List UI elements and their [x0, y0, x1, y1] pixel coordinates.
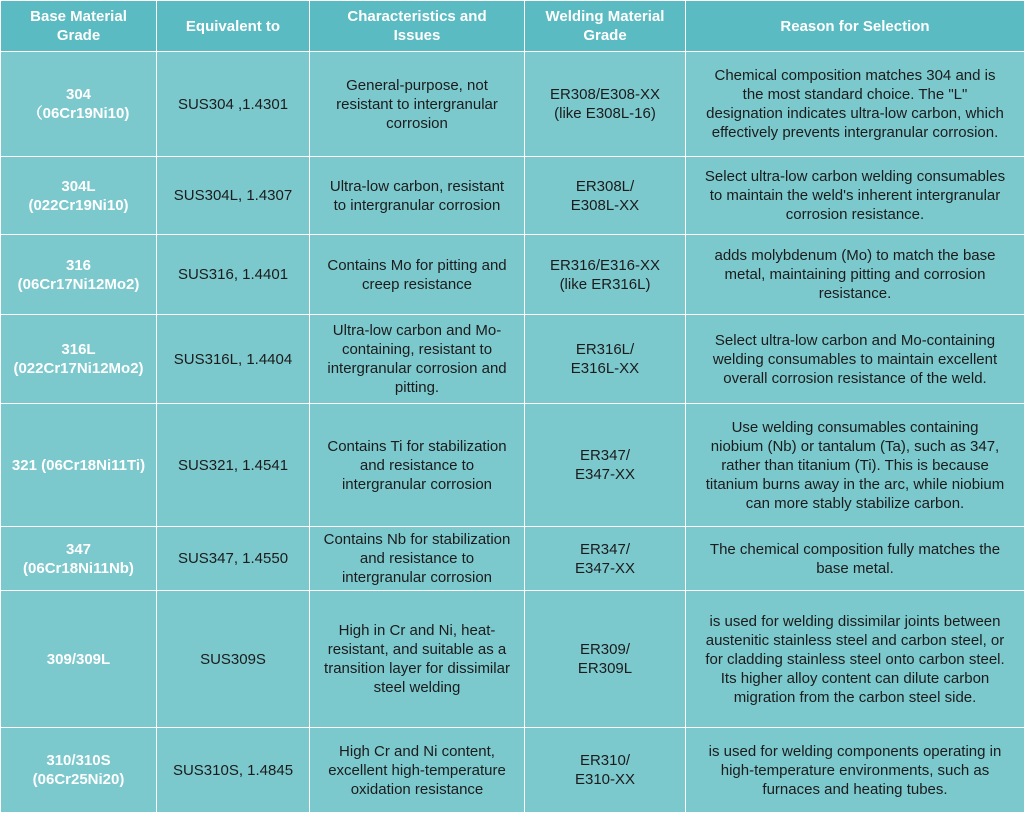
cell-text-line: ER347/	[532, 446, 678, 465]
cell-text-line: Issues	[317, 26, 517, 45]
welding-material-cell	[525, 315, 686, 404]
characteristics-cell	[310, 728, 525, 813]
cell-text-line: Reason for Selection	[693, 17, 1017, 36]
cell-text-line: corrosion resistance.	[693, 205, 1017, 224]
cell-text-line: rather than titanium (Ti). This is because	[693, 456, 1017, 475]
cell-text-line: overall corrosion resistance of the weld.	[693, 369, 1017, 388]
cell-text-line: Equivalent to	[164, 17, 302, 36]
header-equivalent-to	[157, 1, 310, 52]
cell-text-line: transition layer for dissimilar	[317, 659, 517, 678]
cell-text-line: niobium (Nb) or tantalum (Ta), such as 347,	[693, 437, 1017, 456]
characteristics-cell	[310, 52, 525, 157]
cell-text-line: (like E308L-16)	[532, 104, 678, 123]
cell-text-line: ER309/	[532, 640, 678, 659]
cell-text-line: ER309L	[532, 659, 678, 678]
table-body	[1, 52, 1024, 813]
base-grade-cell	[1, 404, 157, 527]
cell-text-line: steel welding	[317, 678, 517, 697]
table-row	[1, 315, 1024, 404]
welding-material-cell	[525, 591, 686, 728]
cell-text-line: Its higher alloy content can dilute carbon	[693, 669, 1017, 688]
cell-text-line: High in Cr and Ni, heat-	[317, 621, 517, 640]
cell-text-line: resistance.	[693, 284, 1017, 303]
cell-text-line: Grade	[8, 26, 149, 45]
cell-text-line: Contains Nb for stabilization	[317, 530, 517, 549]
reason-cell	[686, 527, 1024, 591]
cell-text-line: 310/310S	[8, 751, 149, 770]
cell-text-line: Contains Mo for pitting and	[317, 256, 517, 275]
cell-text-line: 347	[8, 540, 149, 559]
cell-text-line: metal, maintaining pitting and corrosion	[693, 265, 1017, 284]
base-grade-cell	[1, 235, 157, 315]
cell-text-line: can more stably stabilize carbon.	[693, 494, 1017, 513]
cell-text-line: (022Cr17Ni12Mo2)	[8, 359, 149, 378]
cell-text-line: Contains Ti for stabilization	[317, 437, 517, 456]
cell-text-line: High Cr and Ni content,	[317, 742, 517, 761]
cell-text-line: creep resistance	[317, 275, 517, 294]
table-row	[1, 404, 1024, 527]
cell-text-line: and resistance to	[317, 549, 517, 568]
cell-text-line: 316	[8, 256, 149, 275]
header-characteristics-and-issues	[310, 1, 525, 52]
cell-text-line: E308L-XX	[532, 196, 678, 215]
cell-text-line: to intergranular corrosion	[317, 196, 517, 215]
cell-text-line: SUS316L, 1.4404	[164, 350, 302, 369]
cell-text-line: is used for welding components operating in	[693, 742, 1017, 761]
cell-text-line: SUS310S, 1.4845	[164, 761, 302, 780]
table-row	[1, 728, 1024, 813]
reason-cell	[686, 591, 1024, 728]
cell-text-line: ER308/E308-XX	[532, 85, 678, 104]
equivalent-cell	[157, 527, 310, 591]
cell-text-line: migration from the carbon steel side.	[693, 688, 1017, 707]
base-grade-cell	[1, 527, 157, 591]
cell-text-line: for cladding stainless steel onto carbon steel.	[693, 650, 1017, 669]
characteristics-cell	[310, 527, 525, 591]
base-grade-cell	[1, 157, 157, 235]
cell-text-line: intergranular corrosion	[317, 475, 517, 494]
cell-text-line: Characteristics and	[317, 7, 517, 26]
cell-text-line: excellent high-temperature	[317, 761, 517, 780]
base-grade-cell	[1, 591, 157, 728]
welding-material-cell	[525, 235, 686, 315]
header-base-material-grade	[1, 1, 157, 52]
reason-cell	[686, 235, 1024, 315]
cell-text-line: SUS347, 1.4550	[164, 549, 302, 568]
table-row	[1, 591, 1024, 728]
cell-text-line: General-purpose, not	[317, 76, 517, 95]
cell-text-line: austenitic stainless steel and carbon steel, or	[693, 631, 1017, 650]
cell-text-line: ER310/	[532, 751, 678, 770]
cell-text-line: and resistance to	[317, 456, 517, 475]
equivalent-cell	[157, 404, 310, 527]
reason-cell	[686, 52, 1024, 157]
equivalent-cell	[157, 157, 310, 235]
reason-cell	[686, 315, 1024, 404]
header-reason-for-selection	[686, 1, 1024, 52]
cell-text-line: Use welding consumables containing	[693, 418, 1017, 437]
header-welding-material-grade	[525, 1, 686, 52]
cell-text-line: intergranular corrosion	[317, 568, 517, 587]
cell-text-line: adds molybdenum (Mo) to match the base	[693, 246, 1017, 265]
cell-text-line: E347-XX	[532, 559, 678, 578]
characteristics-cell	[310, 591, 525, 728]
cell-text-line: (like ER316L)	[532, 275, 678, 294]
table-row	[1, 527, 1024, 591]
cell-text-line: containing, resistant to	[317, 340, 517, 359]
cell-text-line: SUS309S	[164, 650, 302, 669]
table-row	[1, 157, 1024, 235]
characteristics-cell	[310, 315, 525, 404]
welding-material-cell	[525, 728, 686, 813]
cell-text-line: Select ultra-low carbon welding consumables	[693, 167, 1017, 186]
cell-text-line: effectively prevents intergranular corrosion.	[693, 123, 1017, 142]
cell-text-line: (06Cr18Ni11Nb)	[8, 559, 149, 578]
cell-text-line: Base Material	[8, 7, 149, 26]
cell-text-line: the most standard choice. The "L"	[693, 85, 1017, 104]
cell-text-line: base metal.	[693, 559, 1017, 578]
cell-text-line: high-temperature environments, such as	[693, 761, 1017, 780]
reason-cell	[686, 728, 1024, 813]
table-header	[1, 1, 1024, 52]
cell-text-line: 321 (06Cr18Ni11Ti)	[8, 456, 149, 475]
cell-text-line: ER316L/	[532, 340, 678, 359]
characteristics-cell	[310, 404, 525, 527]
cell-text-line: Select ultra-low carbon and Mo-containing	[693, 331, 1017, 350]
cell-text-line: pitting.	[317, 378, 517, 397]
cell-text-line: 304L	[8, 177, 149, 196]
cell-text-line: resistant, and suitable as a	[317, 640, 517, 659]
cell-text-line: intergranular corrosion and	[317, 359, 517, 378]
characteristics-cell	[310, 235, 525, 315]
cell-text-line: welding consumables to maintain excellent	[693, 350, 1017, 369]
cell-text-line: E316L-XX	[532, 359, 678, 378]
cell-text-line: E347-XX	[532, 465, 678, 484]
reason-cell	[686, 404, 1024, 527]
cell-text-line: furnaces and heating tubes.	[693, 780, 1017, 799]
cell-text-line: SUS304 ,1.4301	[164, 95, 302, 114]
equivalent-cell	[157, 728, 310, 813]
equivalent-cell	[157, 235, 310, 315]
cell-text-line: 316L	[8, 340, 149, 359]
cell-text-line: Ultra-low carbon, resistant	[317, 177, 517, 196]
cell-text-line: （06Cr19Ni10)	[8, 104, 149, 123]
cell-text-line: corrosion	[317, 114, 517, 133]
welding-material-cell	[525, 527, 686, 591]
table-row	[1, 52, 1024, 157]
equivalent-cell	[157, 315, 310, 404]
cell-text-line: (06Cr17Ni12Mo2)	[8, 275, 149, 294]
equivalent-cell	[157, 52, 310, 157]
cell-text-line: Chemical composition matches 304 and is	[693, 66, 1017, 85]
cell-text-line: SUS316, 1.4401	[164, 265, 302, 284]
cell-text-line: is used for welding dissimilar joints between	[693, 612, 1017, 631]
cell-text-line: The chemical composition fully matches the	[693, 540, 1017, 559]
cell-text-line: 304	[8, 85, 149, 104]
cell-text-line: to maintain the weld's inherent intergranular	[693, 186, 1017, 205]
cell-text-line: (06Cr25Ni20)	[8, 770, 149, 789]
base-grade-cell	[1, 52, 157, 157]
cell-text-line: titanium burns away in the arc, while niobium	[693, 475, 1017, 494]
cell-text-line: SUS321, 1.4541	[164, 456, 302, 475]
cell-text-line: oxidation resistance	[317, 780, 517, 799]
cell-text-line: 309/309L	[8, 650, 149, 669]
table-row	[1, 235, 1024, 315]
cell-text-line: ER308L/	[532, 177, 678, 196]
welding-material-cell	[525, 52, 686, 157]
welding-material-cell	[525, 404, 686, 527]
cell-text-line: Ultra-low carbon and Mo-	[317, 321, 517, 340]
characteristics-cell	[310, 157, 525, 235]
base-grade-cell	[1, 728, 157, 813]
cell-text-line: E310-XX	[532, 770, 678, 789]
cell-text-line: resistant to intergranular	[317, 95, 517, 114]
reason-cell	[686, 157, 1024, 235]
cell-text-line: SUS304L, 1.4307	[164, 186, 302, 205]
base-grade-cell	[1, 315, 157, 404]
cell-text-line: designation indicates ultra-low carbon, which	[693, 104, 1017, 123]
cell-text-line: (022Cr19Ni10)	[8, 196, 149, 215]
equivalent-cell	[157, 591, 310, 728]
header-row	[1, 1, 1024, 52]
cell-text-line: ER347/	[532, 540, 678, 559]
cell-text-line: ER316/E316-XX	[532, 256, 678, 275]
cell-text-line: Grade	[532, 26, 678, 45]
welding-material-cell	[525, 157, 686, 235]
cell-text-line: Welding Material	[532, 7, 678, 26]
